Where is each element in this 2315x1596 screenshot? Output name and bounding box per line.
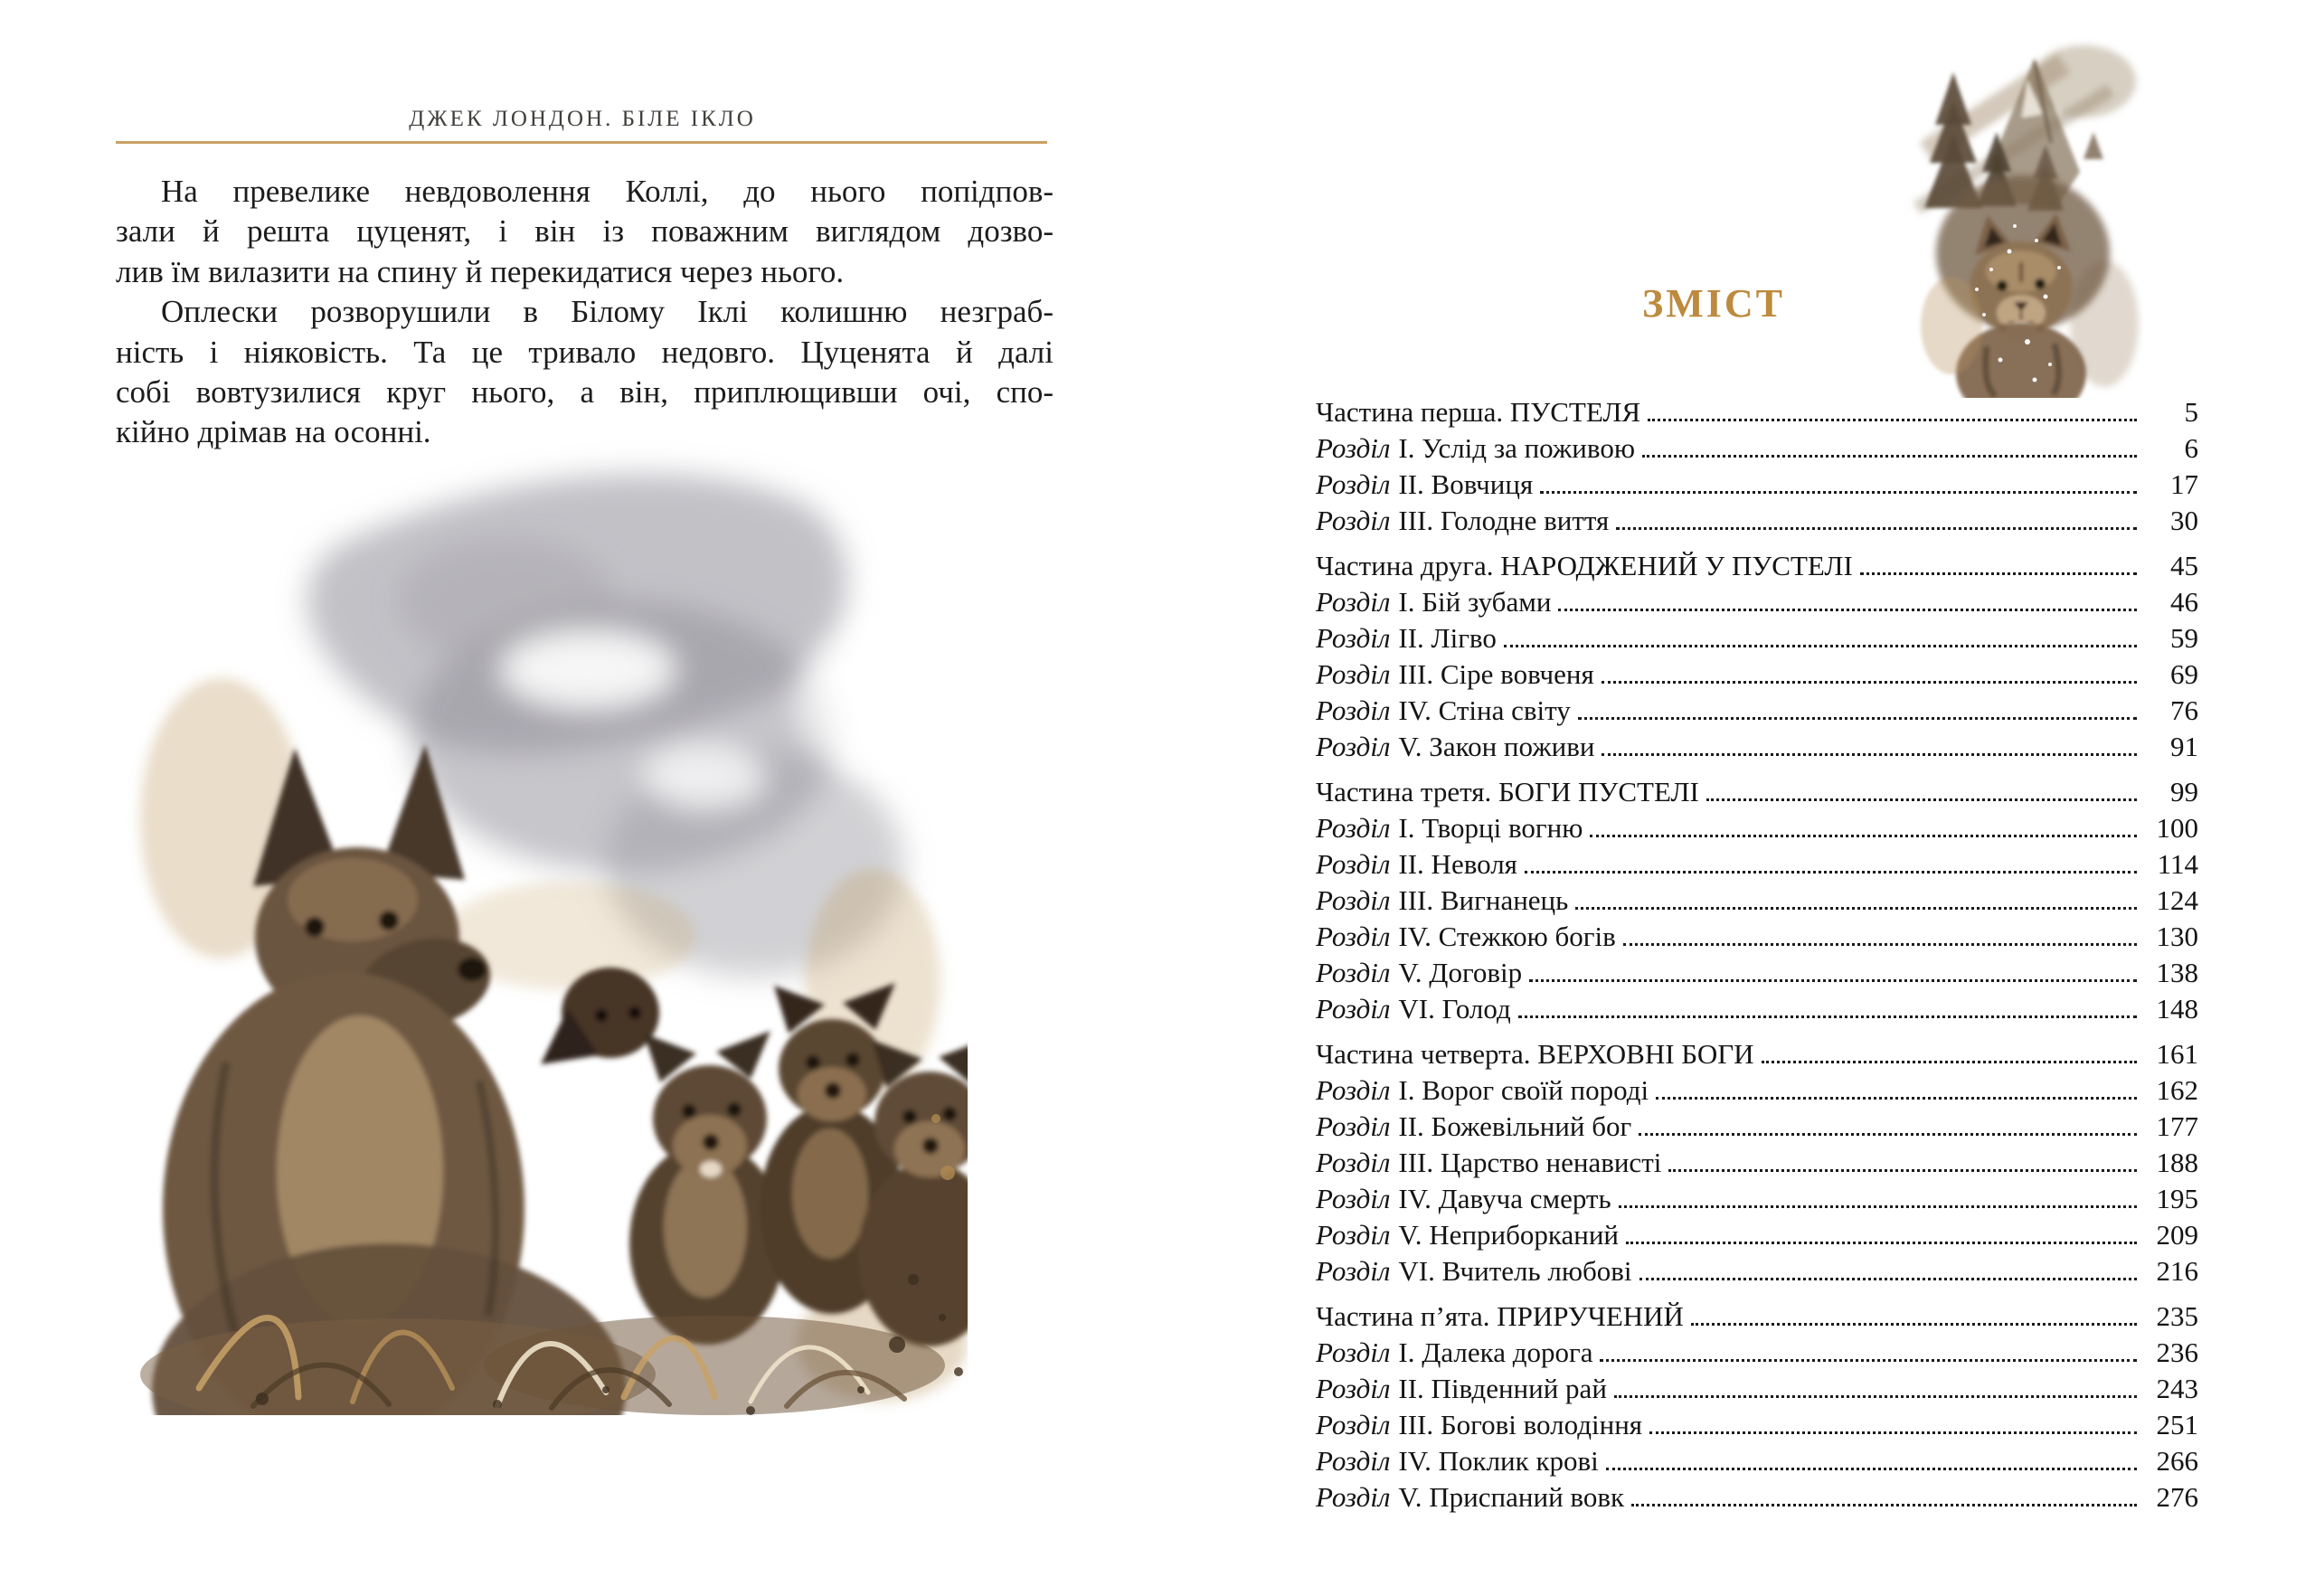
toc-entry [1316, 1107, 2198, 1143]
toc-entry-title: II. Неволя [1398, 848, 1517, 880]
mother-dog-with-puppies-illustration [118, 430, 968, 1415]
toc-page-number: 99 [2170, 776, 2198, 807]
dotted-leader [1706, 798, 2137, 801]
toc-entry-prefix: Розділ [1316, 884, 1391, 916]
toc-page-number: 235 [2156, 1300, 2198, 1332]
dotted-leader [1762, 1061, 2137, 1063]
header-rule [116, 141, 1047, 144]
toc-entry [1316, 465, 2198, 501]
toc-entry-prefix: Розділ [1316, 848, 1391, 880]
toc-entry [1316, 1071, 2198, 1107]
toc-entry-title: III. Сіре вовченя [1398, 658, 1594, 690]
toc-entry-prefix: Розділ [1316, 1373, 1391, 1404]
toc-entry-title: III. Вигнанець [1398, 884, 1569, 916]
dotted-leader [1631, 1504, 2137, 1506]
toc-page-number: 76 [2170, 694, 2198, 726]
toc-entry [1316, 429, 2198, 465]
dotted-leader [1691, 1323, 2137, 1326]
cougar-illustration [1901, 25, 2143, 398]
toc-entry-prefix: Розділ [1316, 586, 1391, 618]
toc-entry [1316, 501, 2198, 537]
toc-page-number: 130 [2156, 921, 2198, 952]
toc-entry-title: I. Бій зубами [1398, 586, 1552, 618]
toc-entry-prefix: Розділ [1316, 1409, 1391, 1440]
toc-entry-title: I. Ворог своїй породі [1398, 1074, 1649, 1106]
toc-entry-title: IV. Стіна світу [1398, 694, 1571, 726]
toc-page-number: 266 [2156, 1445, 2198, 1477]
toc-entry [1316, 1441, 2198, 1478]
toc-entry-title: I. Услід за поживою [1398, 432, 1635, 464]
toc-entry-title: V. Закон поживи [1398, 731, 1595, 762]
toc-entry [1316, 1215, 2198, 1251]
toc-page-number: 243 [2156, 1373, 2198, 1404]
toc-entry-prefix: Розділ [1316, 993, 1391, 1025]
toc-page-number: 162 [2156, 1074, 2198, 1106]
dotted-leader [1578, 717, 2137, 720]
toc-entry [1316, 1034, 2198, 1071]
dotted-leader [1602, 681, 2137, 684]
toc-entry-prefix: Розділ [1316, 731, 1391, 762]
toc-page-number: 91 [2170, 731, 2198, 762]
toc-page-number: 114 [2157, 848, 2198, 880]
dotted-leader [1642, 455, 2137, 458]
dotted-leader [1668, 1169, 2137, 1172]
toc-entry-title: II. Південний рай [1398, 1373, 1607, 1404]
toc-entry-prefix: Розділ [1316, 1183, 1391, 1214]
toc-entry [1316, 1297, 2198, 1333]
toc-page-number: 148 [2156, 993, 2198, 1025]
toc-page-number: 30 [2170, 505, 2198, 536]
paragraph-line: кійно дрімав на осонні. [116, 414, 431, 450]
toc-entry [1316, 1143, 2198, 1179]
toc-entry [1316, 808, 2198, 845]
toc-page-number: 5 [2184, 396, 2198, 428]
toc-entry-prefix: Розділ [1316, 1110, 1391, 1142]
toc-page-number: 177 [2156, 1110, 2198, 1142]
toc-list [1316, 383, 2198, 1514]
dotted-leader [1626, 1242, 2137, 1244]
running-header: ДЖЕК ЛОНДОН. БІЛЕ ІКЛО [409, 107, 756, 131]
toc-entry-title: Частина перша. ПУСТЕЛЯ [1316, 396, 1641, 428]
toc-entry-title: IV. Стежкою богів [1398, 921, 1616, 952]
toc-entry-title: I. Творці вогню [1398, 812, 1583, 844]
toc-entry-prefix: Розділ [1316, 1336, 1391, 1368]
toc-page-number: 236 [2156, 1336, 2198, 1368]
toc-page-number: 251 [2156, 1409, 2198, 1440]
toc-entry-prefix: Розділ [1316, 1147, 1391, 1178]
dotted-leader [1606, 1468, 2137, 1470]
dotted-leader [1504, 645, 2137, 647]
paragraph-line: лив їм вилазити на спину й перекидатися через нього. [116, 253, 845, 289]
dotted-leader [1590, 835, 2137, 837]
toc-entry [1316, 691, 2198, 727]
toc-entry-prefix: Розділ [1316, 432, 1391, 464]
toc-entry-title: IV. Поклик крові [1398, 1445, 1599, 1477]
toc-entry-prefix: Розділ [1316, 622, 1391, 654]
toc-entry-title: VI. Голод [1398, 993, 1511, 1025]
toc-entry-prefix: Розділ [1316, 1074, 1391, 1106]
toc-entry [1316, 1333, 2198, 1369]
toc-entry [1316, 1405, 2198, 1441]
toc-page-number: 209 [2156, 1219, 2198, 1251]
dotted-leader [1619, 1205, 2137, 1208]
paragraph-line: Оплески розворушили в Білому Іклі колишню незграб- [161, 294, 1054, 330]
paragraph-line: собі вовтузилися круг нього, а він, приплющивши очі, спо- [116, 374, 1054, 411]
toc-entry [1316, 655, 2198, 691]
toc-entry-title: Частина друга. НАРОДЖЕНИЙ У ПУСТЕЛІ [1316, 550, 1853, 581]
toc-entry [1316, 619, 2198, 655]
toc-entry-title: VI. Вчитель любові [1398, 1255, 1632, 1287]
toc-entry-prefix: Розділ [1316, 468, 1391, 500]
toc-entry [1316, 727, 2198, 763]
toc-entry-title: III. Богові володіння [1398, 1409, 1643, 1440]
dotted-leader [1525, 871, 2137, 874]
dotted-leader [1600, 1359, 2137, 1362]
toc-entry-title: III. Голодне виття [1398, 505, 1610, 536]
dotted-leader [1602, 753, 2137, 756]
paragraph-line: зали й решта цуценят, і він із поважним виглядом дозво- [116, 213, 1054, 250]
toc-entry [1316, 845, 2198, 881]
toc-entry [1316, 392, 2198, 429]
toc-entry-title: III. Царство ненависті [1398, 1147, 1662, 1178]
toc-entry [1316, 953, 2198, 989]
toc-page-number: 6 [2184, 432, 2198, 464]
dotted-leader [1558, 609, 2137, 611]
paragraph-line: На превелике невдоволення Коллі, до нього попідпов- [161, 174, 1054, 209]
toc-entry-title: Частина четверта. ВЕРХОВНІ БОГИ [1316, 1038, 1754, 1070]
toc-entry-prefix: Розділ [1316, 921, 1391, 952]
dotted-leader [1639, 1278, 2137, 1280]
toc-entry-title: V. Договір [1398, 957, 1523, 988]
dotted-leader [1860, 572, 2137, 575]
toc-entry-title: V. Приспаний вовк [1398, 1481, 1625, 1513]
toc-entry-title: II. Вовчиця [1398, 468, 1534, 500]
toc-entry-title: I. Далека дорога [1398, 1336, 1593, 1368]
dotted-leader [1616, 527, 2137, 530]
dotted-leader [1529, 979, 2137, 982]
toc-entry-title: II. Божевільний бог [1398, 1110, 1632, 1142]
dotted-leader [1656, 1097, 2137, 1100]
toc-page-number: 46 [2170, 586, 2198, 618]
toc-entry [1316, 917, 2198, 953]
toc-entry-prefix: Розділ [1316, 505, 1391, 536]
body-text [116, 172, 1054, 453]
toc-entry [1316, 1179, 2198, 1215]
toc-entry [1316, 582, 2198, 619]
dotted-leader [1639, 1133, 2137, 1136]
toc-page-number: 59 [2170, 622, 2198, 654]
dotted-leader [1648, 419, 2137, 421]
toc-page-number: 188 [2156, 1147, 2198, 1178]
toc-page-number: 69 [2170, 658, 2198, 690]
toc-entry-title: V. Неприборканий [1398, 1219, 1620, 1251]
toc-title: ЗМІСТ [1642, 281, 1785, 326]
toc-entry-prefix: Розділ [1316, 1481, 1391, 1513]
toc-entry [1316, 546, 2198, 582]
dotted-leader [1540, 491, 2137, 494]
toc-page-number: 276 [2156, 1481, 2198, 1513]
toc-entry-title: II. Лігво [1398, 622, 1497, 654]
toc-page-number: 216 [2156, 1255, 2198, 1287]
toc-page-number: 138 [2156, 957, 2198, 988]
toc-entry-title: Частина п’ята. ПРИРУЧЕНИЙ [1316, 1300, 1684, 1332]
toc-page-number: 195 [2156, 1183, 2198, 1214]
toc-entry-prefix: Розділ [1316, 1219, 1391, 1251]
toc-entry [1316, 1478, 2198, 1514]
toc-entry-title: IV. Давуча смерть [1398, 1183, 1611, 1214]
toc-entry-prefix: Розділ [1316, 1445, 1391, 1477]
toc-entry [1316, 1369, 2198, 1405]
toc-entry [1316, 772, 2198, 808]
dotted-leader [1614, 1395, 2137, 1398]
toc-entry-prefix: Розділ [1316, 957, 1391, 988]
paragraph-line: ність і ніяковість. Та це тривало недовго. Цуценята й далі [116, 334, 1054, 370]
dotted-leader [1518, 1015, 2137, 1018]
toc-entry [1316, 1251, 2198, 1288]
toc-page-number: 17 [2170, 468, 2198, 500]
dotted-leader [1575, 907, 2137, 910]
toc-page-number: 161 [2156, 1038, 2198, 1070]
toc-page-number: 124 [2156, 884, 2198, 916]
toc-page-number: 100 [2156, 812, 2198, 844]
toc-entry-prefix: Розділ [1316, 812, 1391, 844]
toc-entry-prefix: Розділ [1316, 694, 1391, 726]
toc-entry-prefix: Розділ [1316, 658, 1391, 690]
toc-page-number: 45 [2170, 550, 2198, 581]
toc-entry-prefix: Розділ [1316, 1255, 1391, 1287]
right-page [1158, 0, 2315, 1596]
toc-entry [1316, 881, 2198, 917]
dotted-leader [1623, 943, 2137, 946]
toc-entry [1316, 989, 2198, 1025]
dotted-leader [1649, 1431, 2137, 1434]
toc-entry-title: Частина третя. БОГИ ПУСТЕЛІ [1316, 776, 1699, 807]
